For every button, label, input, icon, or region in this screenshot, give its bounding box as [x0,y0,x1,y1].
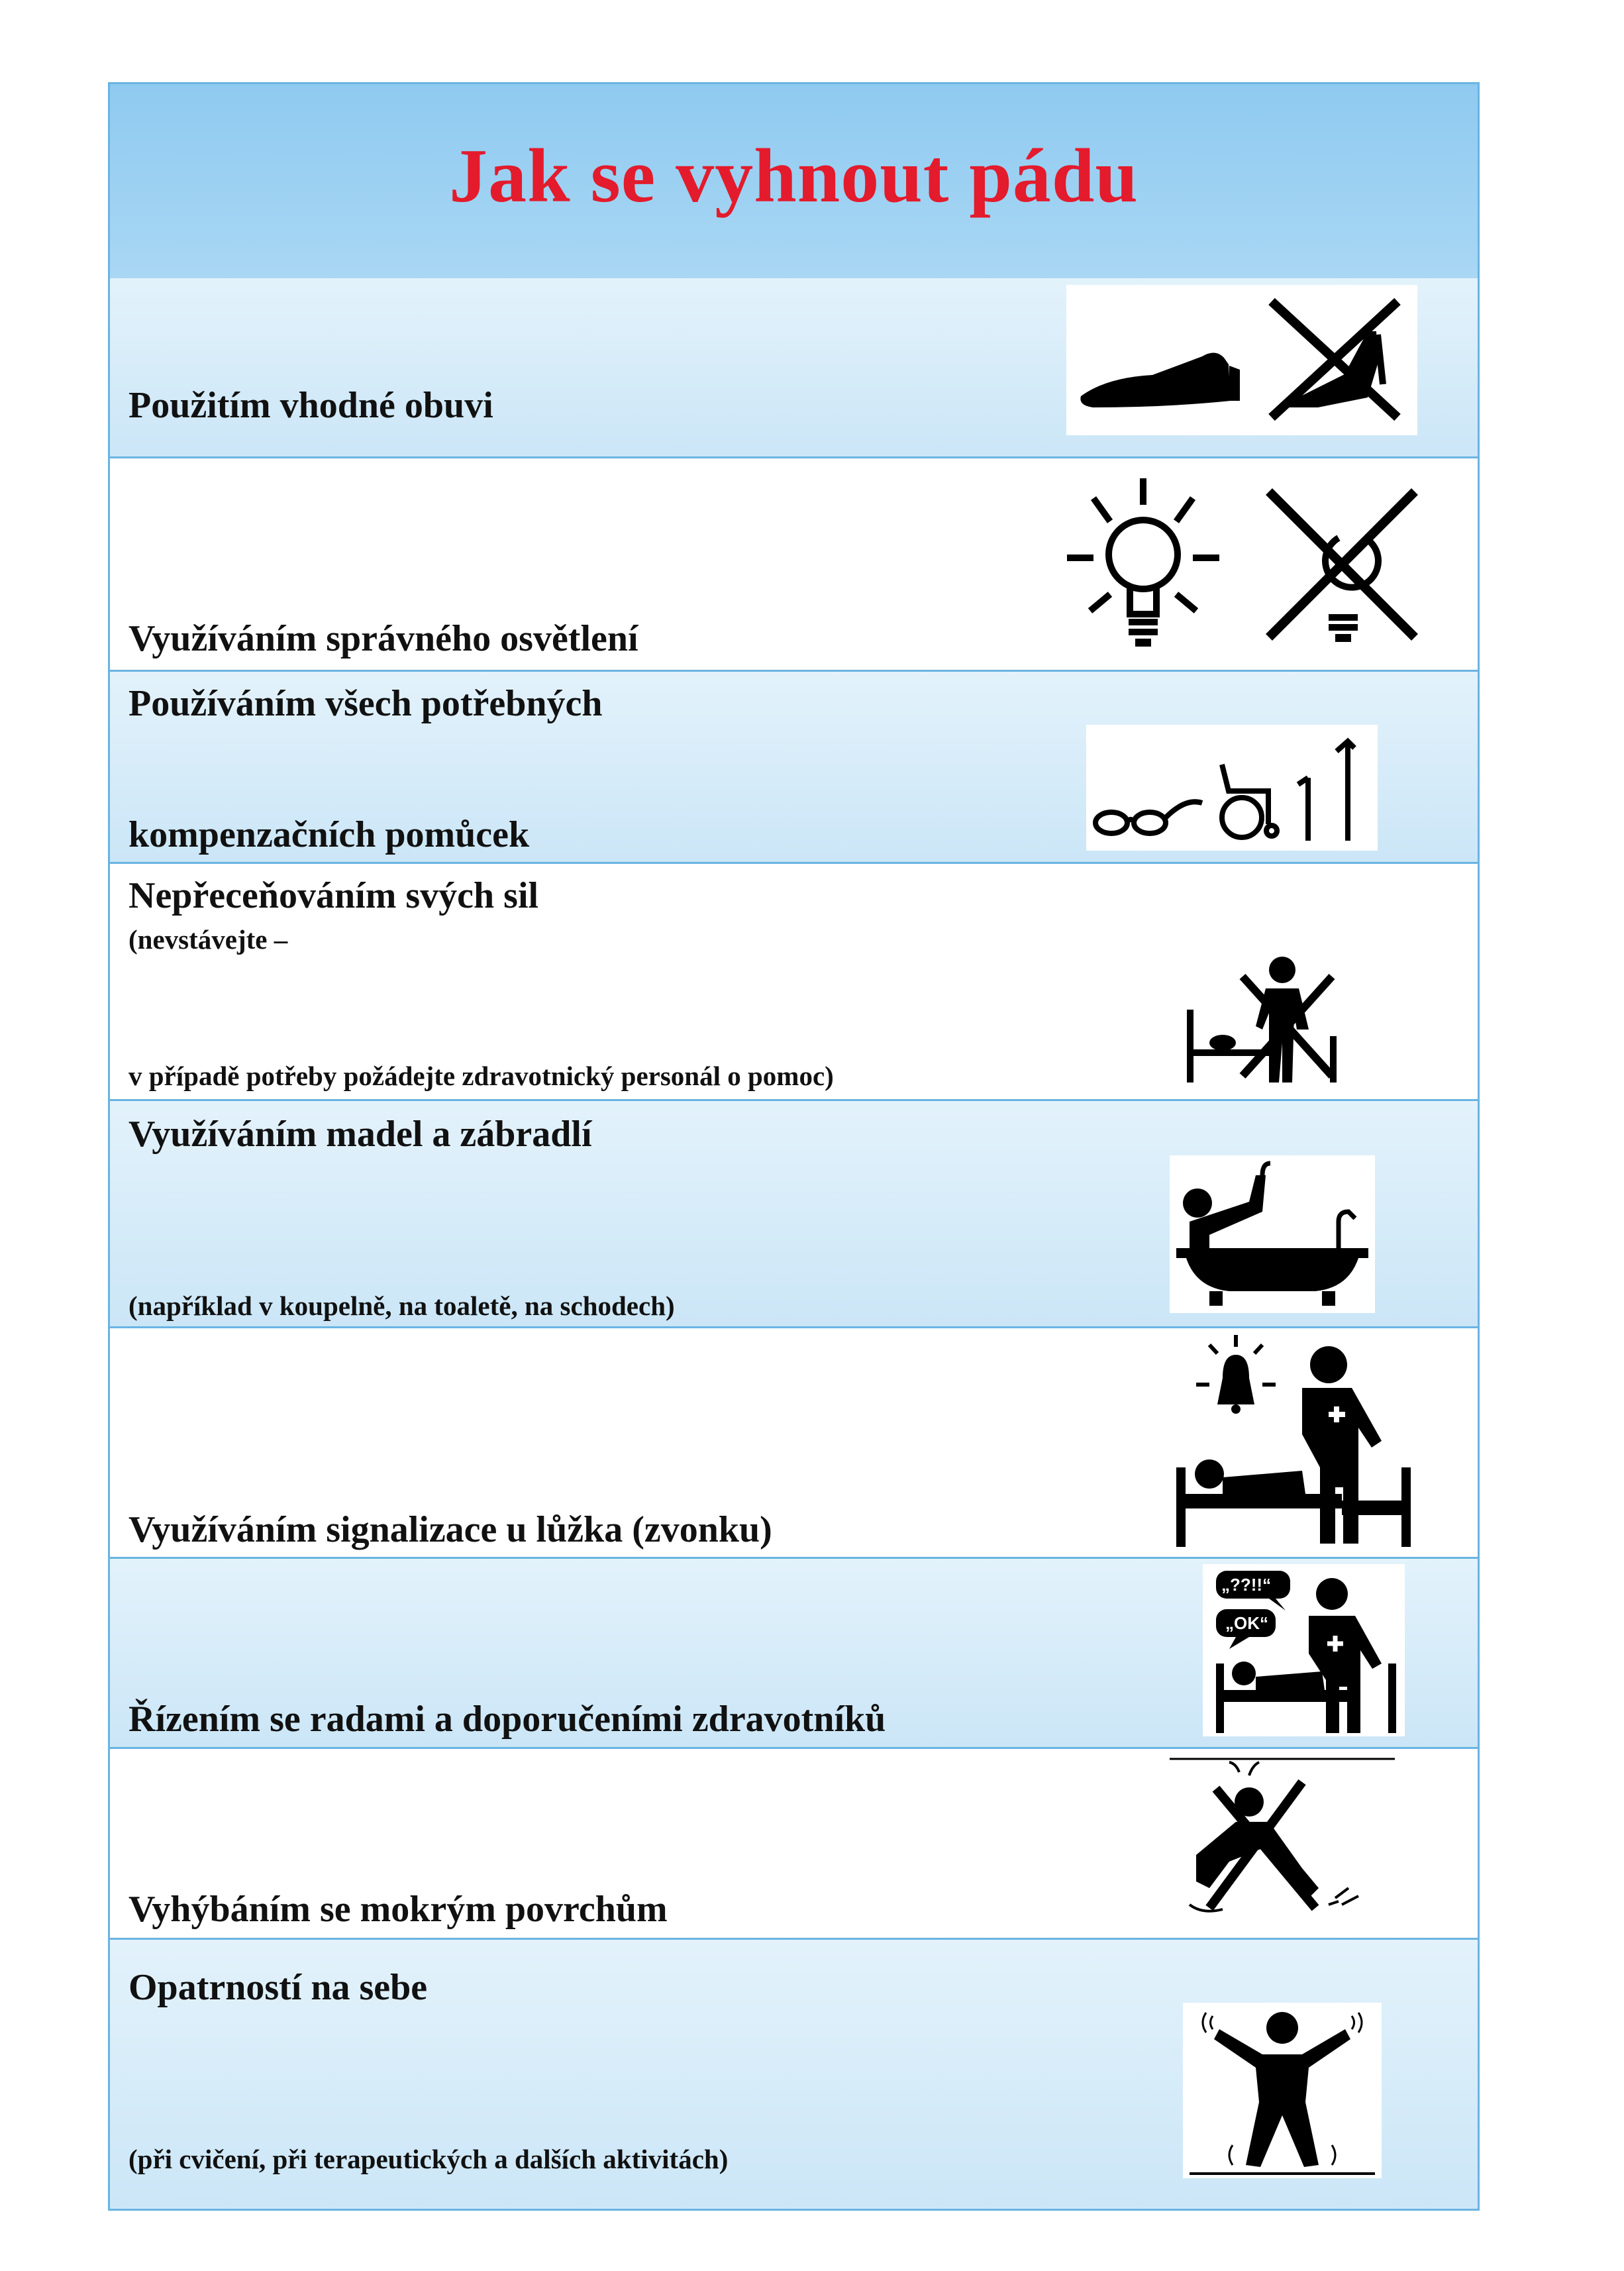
tip-row-strength [110,864,1478,1101]
page-title: Jak se vyhnout pádu [449,134,1139,219]
tip-text: Použitím vhodné obuvi [128,385,493,426]
tip-text: Využíváním signalizace u lůžka (zvonku) [128,1509,772,1550]
tip-note: (při cvičení, při terapeutických a dalších aktivitách) [128,2144,729,2174]
shoe-icon [1066,285,1417,435]
bed-bell-nurse-icon [1170,1335,1421,1547]
tip-note-continued: v případě potřeby požádejte zdravotnický personál o pomoc) [128,1061,834,1091]
tip-row-bell [110,1328,1478,1559]
tip-text: Vyhýbáním se mokrým povrchům [128,1889,668,1930]
tip-text: Využíváním madel a zábradlí [128,1114,592,1155]
tip-text: Nepřeceňováním svých sil [128,875,539,916]
tip-row-footwear [110,278,1478,458]
exercise-icon [1183,2003,1382,2178]
tip-row-wet-surfaces [110,1749,1478,1940]
tip-text: Používáním všech potřebných [128,683,603,724]
bathtub-handle-icon [1170,1155,1375,1313]
tip-text: Využíváním správného osvětlení [128,618,638,659]
bubble-text-question: „??!!“ [1221,1575,1272,1595]
slip-icon [1170,1756,1395,1925]
aids-icon [1086,725,1378,851]
light-bulb-icon [1037,465,1435,664]
title-banner [110,84,1478,280]
leaflet-frame [108,82,1480,2211]
tip-text: Řízením se radami a doporučeními zdravotníků [128,1699,886,1740]
tip-row-advice [110,1559,1478,1749]
tip-row-handrails [110,1101,1478,1328]
nurse-advice-icon [1203,1564,1405,1736]
tip-row-lighting [110,458,1478,672]
tip-note: (například v koupelně, na toaletě, na schodech) [128,1291,675,1321]
tip-note: (nevstávejte – [128,924,288,955]
tip-row-self-care [110,1940,1478,2211]
bubble-text-ok: „OK“ [1225,1613,1268,1633]
tip-text: Opatrností na sebe [128,1967,428,2008]
tip-row-aids [110,672,1478,864]
no-standing-up-icon [1183,950,1355,1089]
tip-text-continued: kompenzačních pomůcek [128,814,530,855]
